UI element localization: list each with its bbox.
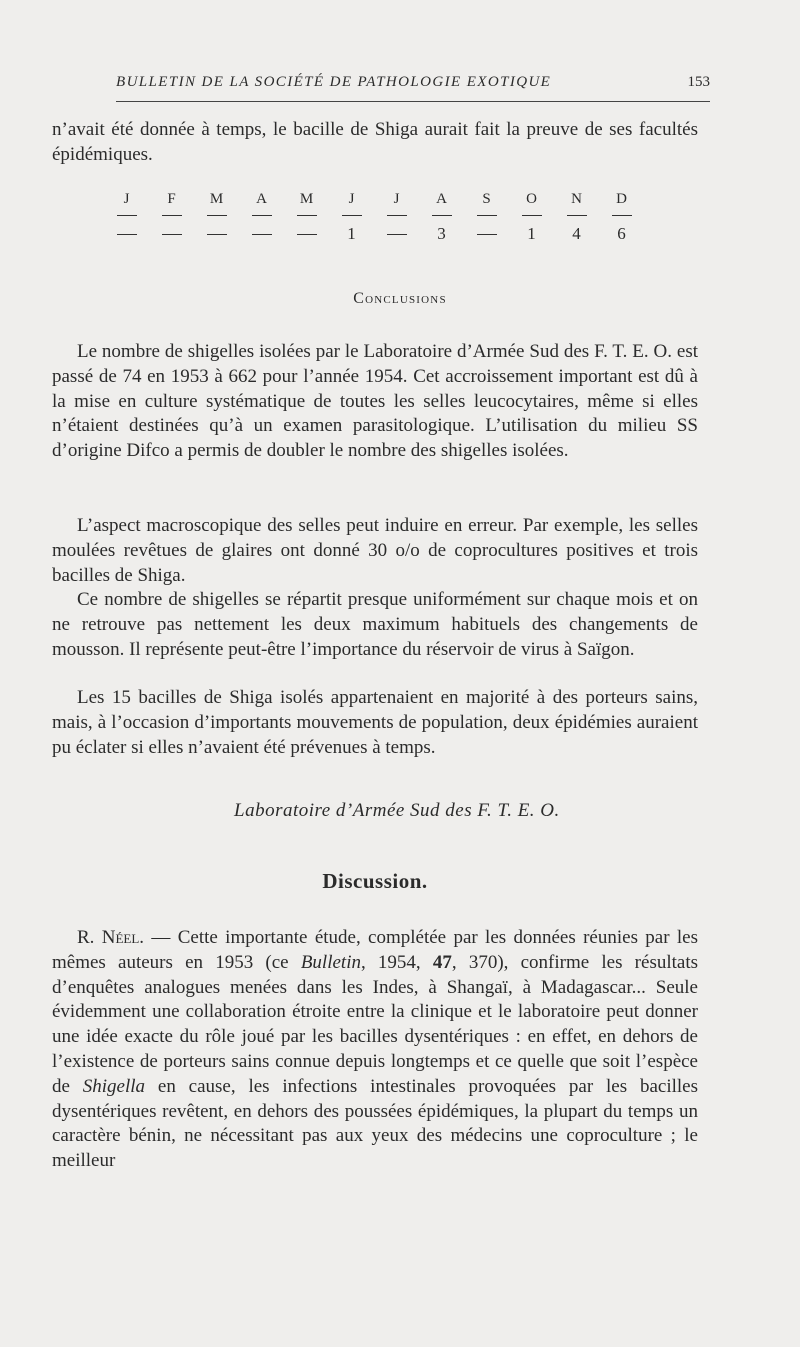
month-header-row — [104, 190, 644, 208]
month-cell: J — [348, 190, 355, 207]
discussion-text: — Cette importante étude, complétée par les données réunies par les mêmes auteurs en 1953 (ce — [52, 927, 699, 973]
value-cell — [104, 234, 149, 235]
laboratory-signature: Laboratoire d’Armée Sud des F. T. E. O. — [234, 800, 560, 821]
value-cell: 6 — [617, 224, 626, 243]
month-cell: J — [393, 190, 400, 207]
discussion-text: , 1954, — [360, 951, 433, 973]
conclusion-paragraph-2: L’aspect macroscopique des selles peut induire en erreur. Par exemple, les selles moulées revêtues de glaires ont donné 30 o/o de coprocultures positives et trois bacilles de Shiga. — [52, 515, 698, 586]
conclusion-paragraph-1: Le nombre de shigelles isolées par le Laboratoire d’Armée Sud des F. T. E. O. est passé de 74 en 1953 à 662 pour l’année 1954. Cet accroissement important est dû à la mise en culture systématique de toutes les selles leucocytaires, même si elles n’étaient destinées qu’à un examen parasitologique. L’utilisation du milieu SS d’origine Difco a permis de doubler le nombre des shigelles isolées. — [52, 341, 698, 462]
value-cell — [374, 234, 419, 235]
value-cell — [194, 234, 239, 235]
month-cell: S — [482, 190, 491, 207]
speaker-name: R. Néel. — [77, 927, 145, 948]
table-rule-row — [104, 208, 644, 222]
month-cell: A — [256, 190, 267, 207]
month-cell: M — [299, 190, 314, 207]
value-cell — [464, 234, 509, 235]
month-cell: A — [436, 190, 447, 207]
empty-value-dash — [117, 234, 137, 235]
month-cell: J — [123, 190, 130, 207]
running-header — [116, 74, 710, 91]
value-cell: 1 — [527, 224, 536, 243]
month-cell: N — [571, 190, 582, 207]
discussion-text: en cause, les infections intestinales provoquées par les bacilles dysentériques revêtent, en dehors des poussées épidémiques, la plupart du temps un caractère bénin, ne nécessitant pas aux yeux des médecins une coproculture ; le meilleur — [52, 1075, 698, 1172]
journal-title: Bulletin — [300, 951, 361, 973]
value-cell — [149, 234, 194, 235]
conclusions-title: Conclusions — [353, 290, 447, 307]
empty-value-dash — [252, 234, 272, 235]
value-cell: 3 — [437, 224, 446, 243]
page-number: 153 — [687, 74, 710, 90]
empty-value-dash — [477, 234, 497, 235]
conclusion-paragraph-4: Les 15 bacilles de Shiga isolés appartenaient en majorité à des porteurs sains, mais, à l’occasion d’importants mouvements de population, deux épidémies auraient pu éclater si elles n’avaient été prévenues à temps. — [52, 687, 698, 758]
empty-value-dash — [207, 234, 227, 235]
value-row — [104, 222, 644, 246]
genus-name: Shigella — [82, 1075, 146, 1097]
value-cell: 1 — [347, 224, 356, 243]
discussion-text: , 370), confirme les résultats d’enquêtes analogues menées dans les Indes, à Shangaï, à Madagascar... Seule évidemment une collaboration étroite entre la clinique et le laboratoire peut donner une idée exacte du rôle joué par les bacilles dysentériques : en effet, en dehors de l’existence de porteurs sains connue depuis longtemps et ce quelle que soit l’espèce de — [52, 951, 698, 1097]
month-cell: F — [167, 190, 176, 207]
header-rule — [116, 101, 710, 102]
value-cell — [239, 234, 284, 235]
running-title: BULLETIN DE LA SOCIÉTÉ DE PATHOLOGIE EXOTIQUE — [116, 74, 552, 90]
month-cell: M — [209, 190, 224, 207]
month-cell: D — [616, 190, 627, 207]
discussion-title: Discussion. — [322, 869, 428, 893]
monthly-table — [104, 190, 644, 246]
discussion-paragraph — [52, 926, 698, 1174]
value-cell — [284, 234, 329, 235]
intro-paragraph: n’avait été donnée à temps, le bacille de Shiga aurait fait la preuve de ses facultés épidémiques. — [52, 119, 698, 165]
volume-number: 47 — [432, 951, 452, 973]
empty-value-dash — [297, 234, 317, 235]
empty-value-dash — [387, 234, 407, 235]
month-cell: O — [526, 190, 537, 207]
conclusion-paragraph-3: Ce nombre de shigelles se répartit presque uniformément sur chaque mois et on ne retrouve pas nettement les deux maximum habituels des changements de mousson. Il représente peut-être l’importance du réservoir de virus à Saïgon. — [52, 589, 698, 660]
value-cell: 4 — [572, 224, 581, 243]
empty-value-dash — [162, 234, 182, 235]
